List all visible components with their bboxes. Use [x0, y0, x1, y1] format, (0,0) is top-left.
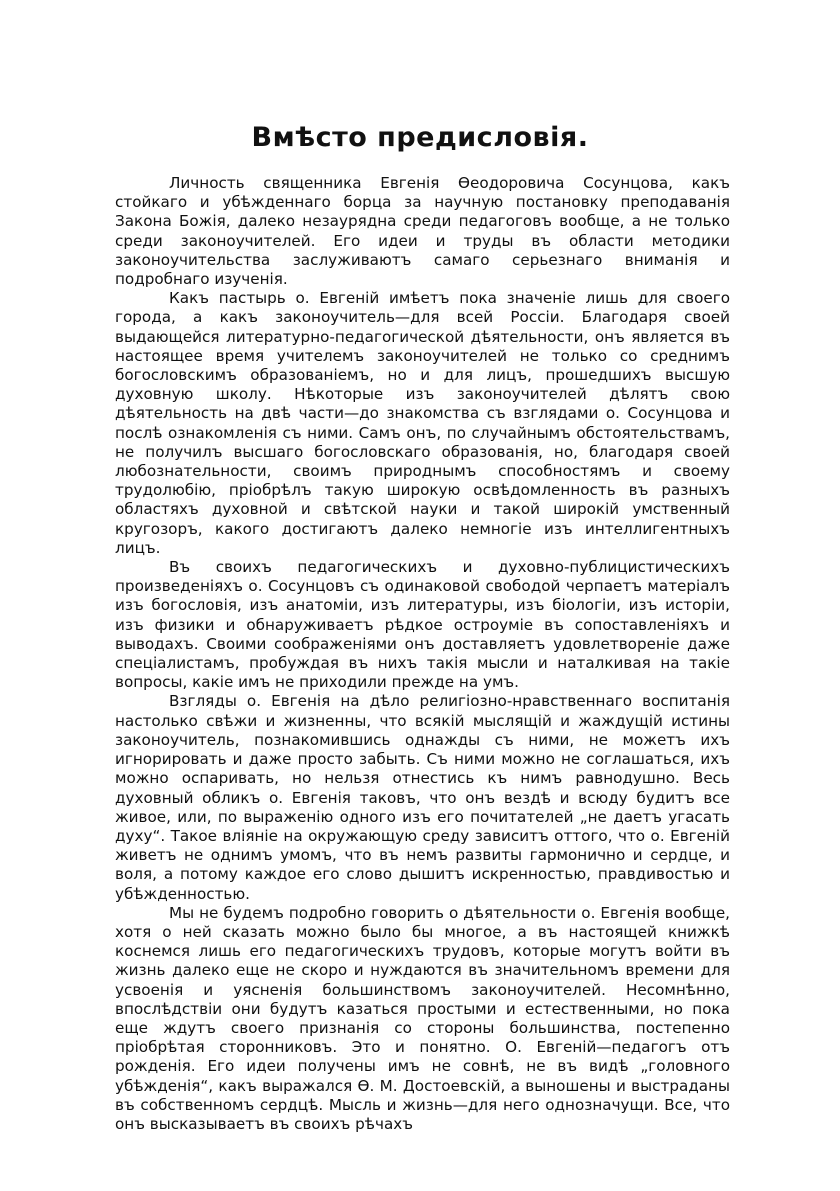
paragraph: Личность священника Евгенія Ѳеодоровича Сосунцова, какъ стойкаго и убѣжденнаго борца за научную постановку преподаванія Закона Божія, далеко незаурядна среди педагоговъ вообще, а не только среди законоучителей. Его идеи и труды въ области методики законоучительства заслуживаютъ самаго серьезнаго вниманія и подробнаго изученія.	[115, 174, 730, 289]
paragraph: Взгляды о. Евгенія на дѣло религіозно-нравственнаго воспитанія настолько свѣжи и жизненны, что всякій мыслящій и жаждущій истины законоучитель, познакомившись однажды съ ними, не можетъ ихъ игнорировать и даже просто забыть. Съ ними можно не соглашаться, ихъ можно оспаривать, но нельзя отнестись къ нимъ равнодушно. Весь духовный обликъ о. Евгенія таковъ, что онъ вездѣ и всюду будитъ все живое, или, по выраженію одного изъ его почитателей „не даетъ угасать духу“. Такое вліяніе на окружающую среду зависитъ оттого, что о. Евгеній живетъ не однимъ умомъ, что въ немъ развиты гармонично и сердце, и воля, а потому каждое его слово дышитъ искренностью, правдивостью и убѣжденностью.	[115, 692, 730, 903]
document-body	[115, 174, 730, 1134]
paragraph: Въ своихъ педагогическихъ и духовно-публицистическихъ произведеніяхъ о. Сосунцовъ съ одинаковой свободой черпаетъ матеріалъ изъ богословія, изъ анатоміи, изъ литературы, изъ біологіи, изъ исторіи, изъ физики и обнаруживаетъ рѣдкое остроуміе въ сопоставленіяхъ и выводахъ. Своими соображеніями онъ доставляетъ удовлетвореніе даже спеціалистамъ, пробуждая въ нихъ такія мысли и наталкивая на такіе вопросы, какіе имъ не приходили прежде на умъ.	[115, 558, 730, 692]
page-title: Вмѣсто предисловія.	[251, 122, 589, 153]
paragraph: Мы не будемъ подробно говорить о дѣятельности о. Евгенія вообще, хотя о ней сказать можно было бы многое, а въ настоящей книжкѣ коснемся лишь его педагогическихъ трудовъ, которые могутъ войти въ жизнь далеко еще не скоро и нуждаются въ значительномъ времени для усвоенія и уясненія большинствомъ законоучителей. Несомнѣнно, впослѣдствіи они будутъ казаться простыми и естественными, но пока еще ждутъ своего признанія со стороны большинства, постепенно пріобрѣтая сторонниковъ. Это и понятно. О. Евгеній—педагогъ отъ рожденія. Его идеи получены имъ не совнѣ, не въ видѣ „головного убѣжденія“, какъ выражался Ѳ. М. Достоевскій, а выношены и выстраданы въ собственномъ сердцѣ. Мысль и жизнь—для него однозначущи. Все, что онъ высказываетъ въ своихъ рѣчахъ	[115, 903, 730, 1133]
paragraph: Какъ пастырь о. Евгеній имѣетъ пока значеніе лишь для своего города, а какъ законоучитель—для всей Россіи. Благодаря своей выдающейся литературно-педагогической дѣятельности, онъ является въ настоящее время учителемъ законоучителей не только со среднимъ богословскимъ образованіемъ, но и для лицъ, прошедшихъ высшую духовную школу. Нѣкоторые изъ законоучителей дѣлятъ свою дѣятельность на двѣ части—до знакомства съ взглядами о. Сосунцова и послѣ ознакомленія съ ними. Самъ онъ, по случайнымъ обстоятельствамъ, не получилъ высшаго богословскаго образованія, но, благодаря своей любознательности, своимъ природнымъ способностямъ и своему трудолюбію, пріобрѣлъ такую широкую освѣдомленность въ разныхъ областяхъ духовной и свѣтской науки и такой широкій умственный кругозоръ, какого достигаютъ далеко немногіе изъ интеллигентныхъ лицъ.	[115, 289, 730, 557]
